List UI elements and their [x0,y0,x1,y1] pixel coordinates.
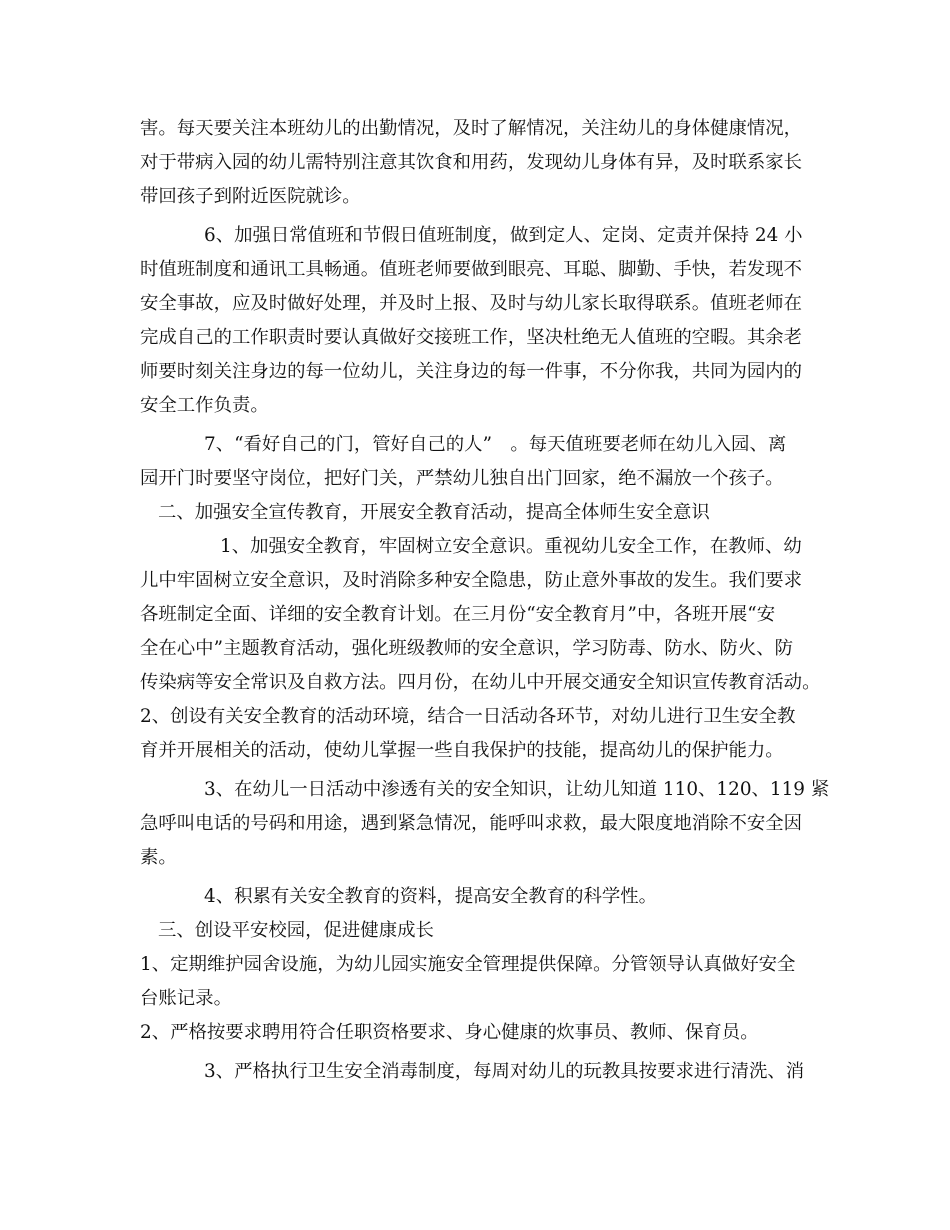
text-line: 对于带病入园的幼儿需特别注意其饮食和用药，发现幼儿身体有异，及时联系家长 [140,152,803,173]
text-line: 安全事故，应及时做好处理，并及时上报、及时与幼儿家长取得联系。值班老师在 [140,293,803,314]
text-line: 育并开展相关的活动，使幼儿掌握一些自我保护的技能，提高幼儿的保护能力。 [140,740,784,761]
paragraph-2-2-start: 2、创设有关安全教育的活动环境，结合一日活动各环节，对幼儿进行卫生安全教 [140,706,796,727]
text-line: 传染病等安全常识及自救方法。四月份，在幼儿中开展交通安全知识宣传教育活动。 [140,672,821,693]
text-line: 急呼叫电话的号码和用途，遇到紧急情况，能呼叫求救，最大限度地消除不安全因 [140,813,803,834]
paragraph-2-1-start: 1、加强安全教育，牢固树立安全意识。重视幼儿安全工作，在教师、幼 [220,536,802,557]
text-line: 师要时刻关注身边的每一位幼儿，关注身边的每一件事，不分你我，共同为园内的 [140,361,803,382]
text-line: 害。每天要关注本班幼儿的出勤情况，及时了解情况，关注幼儿的身体健康情况， [140,118,803,139]
paragraph-3-2: 2、严格按要求聘用符合任职资格要求、身心健康的炊事员、教师、保育员。 [140,1022,759,1043]
text-line: 台账记录。 [140,988,232,1009]
section-heading-3: 三、创设平安校园，促进健康成长 [158,920,434,941]
paragraph-2-3-start: 3、在幼儿一日活动中渗透有关的安全知识，让幼儿知道 110、120、119 紧 [204,779,830,800]
text-line: 各班制定全面、详细的安全教育计划。在三月份“安全教育月”中，各班开展“安 [140,604,776,625]
section-heading-2: 二、加强安全宣传教育，开展安全教育活动，提高全体师生安全意识 [158,502,710,523]
text-line: 时值班制度和通讯工具畅通。值班老师要做到眼亮、耳聪、脚勤、手快，若发现不 [140,259,803,280]
text-line: 园开门时要坚守岗位，把好门关，严禁幼儿独自出门回家，绝不漏放一个孩子。 [140,468,784,489]
paragraph-3-3-start: 3、严格执行卫生安全消毒制度，每周对幼儿的玩教具按要求进行清洗、消 [204,1061,805,1082]
text-line: 全在心中”主题教育活动，强化班级教师的安全意识，学习防毒、防水、防火、防 [140,638,794,659]
text-line: 带回孩子到附近医院就诊。 [140,186,361,207]
text-line: 素。 [140,847,177,868]
paragraph-2-4: 4、积累有关安全教育的资料，提高安全教育的科学性。 [204,886,658,907]
paragraph-7-start: 7、“看好自己的门，管好自己的人” 。每天值班要老师在幼儿入园、离 [204,434,787,455]
paragraph-3-1-start: 1、定期维护园舍设施，为幼儿园实施安全管理提供保障。分管领导认真做好安全 [140,954,796,975]
text-line: 完成自己的工作职责时要认真做好交接班工作，坚决杜绝无人值班的空暇。其余老 [140,327,803,348]
paragraph-6-start: 6、加强日常值班和节假日值班制度，做到定人、定岗、定责并保持 24 小 [204,225,803,246]
text-line: 安全工作负责。 [140,395,269,416]
text-line: 儿中牢固树立安全意识，及时消除多种安全隐患，防止意外事故的发生。我们要求 [140,570,803,591]
document-body [140,112,830,1089]
